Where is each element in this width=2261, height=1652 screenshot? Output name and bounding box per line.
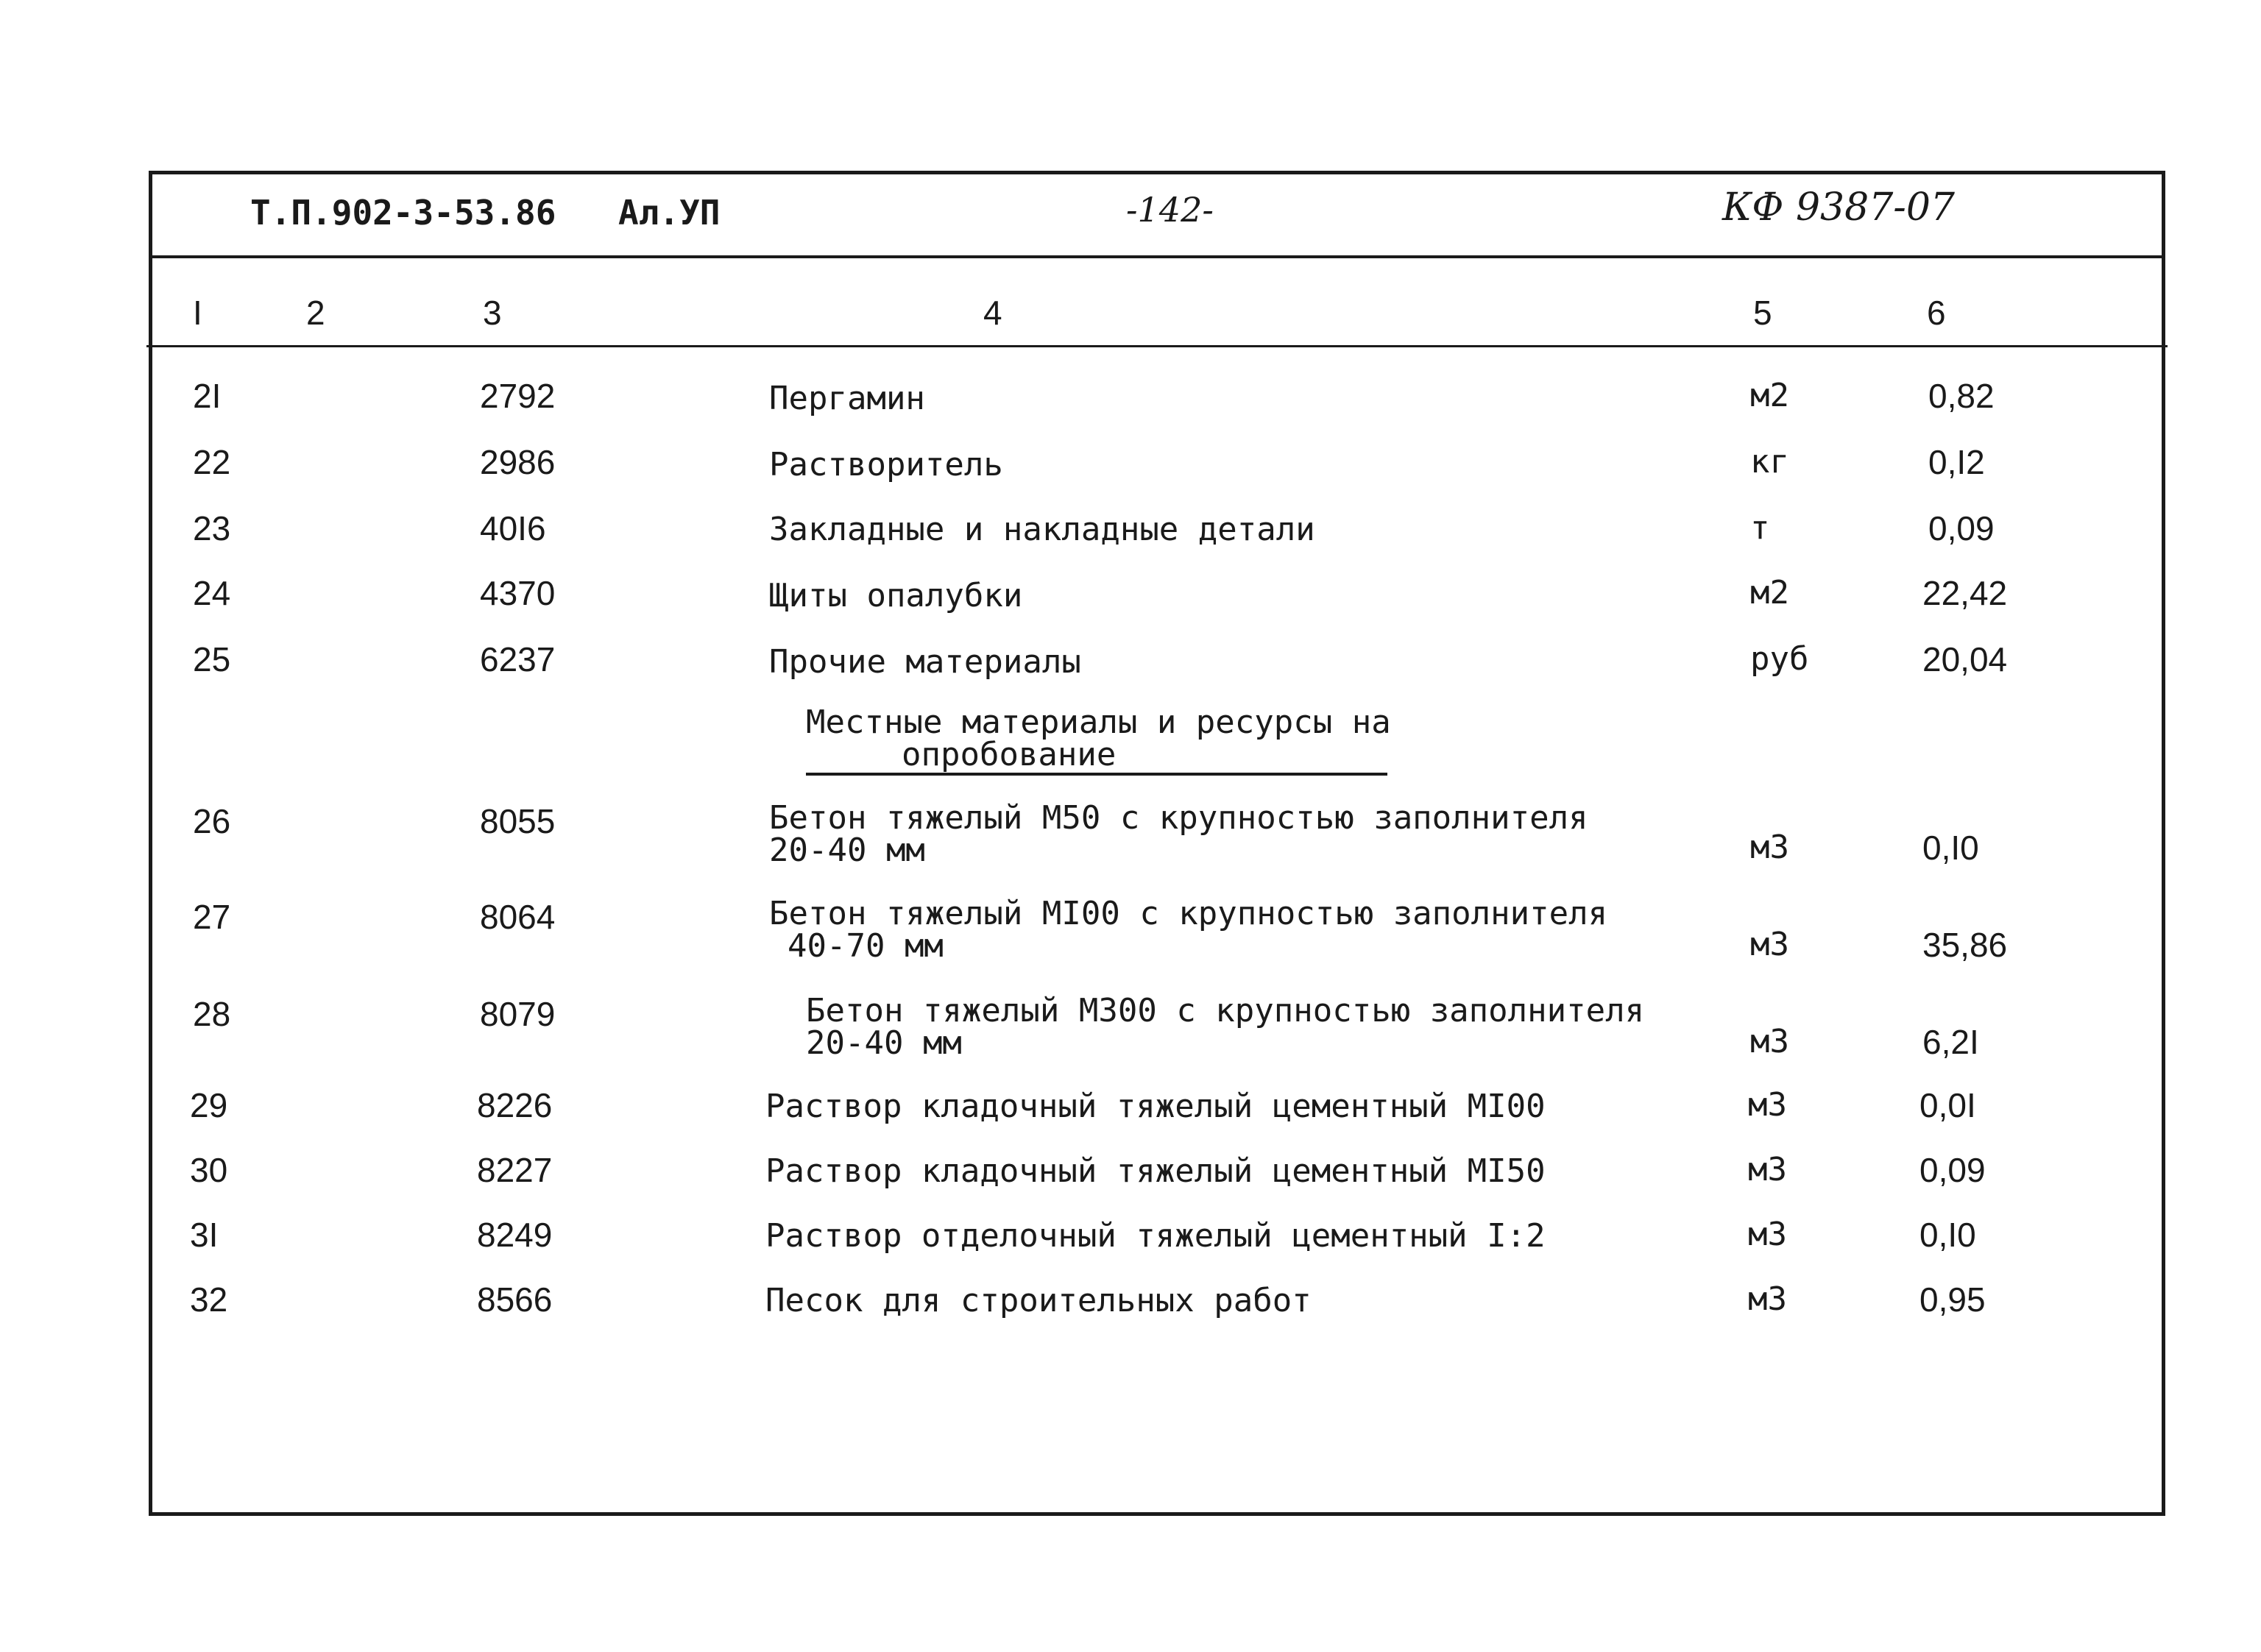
quantity: 0,I0 bbox=[1922, 829, 1979, 867]
resource-name: Растворитель bbox=[769, 446, 1003, 483]
unit: м2 bbox=[1750, 377, 1789, 414]
resource-code: 2986 bbox=[480, 443, 556, 481]
unit: м3 bbox=[1748, 1280, 1787, 1318]
unit: м3 bbox=[1748, 1086, 1787, 1124]
page-number: -142- bbox=[1126, 190, 1214, 230]
resource-name bbox=[769, 895, 1608, 965]
resource-code: 8079 bbox=[480, 995, 556, 1033]
resource-name: Раствор кладочный тяжелый цементный МI00 bbox=[765, 1088, 1546, 1125]
resource-name-line-1: Бетон тяжелый М300 с крупностью заполнителя bbox=[806, 992, 1645, 1029]
unit: м3 bbox=[1750, 926, 1789, 963]
resource-code: 8249 bbox=[477, 1216, 553, 1254]
quantity: 35,86 bbox=[1922, 926, 2008, 964]
resource-code: 6237 bbox=[480, 640, 556, 678]
column-number-6: 6 bbox=[1927, 294, 1946, 332]
column-number-5: 5 bbox=[1753, 294, 1772, 332]
quantity: 0,I2 bbox=[1928, 443, 1985, 481]
row-number: 29 bbox=[190, 1086, 228, 1124]
row-number: 3I bbox=[190, 1216, 219, 1254]
resource-code: 8227 bbox=[477, 1151, 553, 1189]
resource-name: Щиты опалубки bbox=[769, 577, 1023, 614]
column-number-2: 2 bbox=[306, 294, 325, 332]
resource-code: 40I6 bbox=[480, 509, 546, 547]
row-number: 27 bbox=[193, 898, 231, 936]
resource-name: Пергамин bbox=[769, 380, 925, 417]
section-title-line-1: Местные материалы и ресурсы на bbox=[806, 703, 1391, 741]
quantity: 20,04 bbox=[1922, 640, 2008, 678]
resource-name-line-2: 20-40 мм bbox=[806, 1024, 962, 1062]
resource-name bbox=[769, 799, 1588, 869]
resource-name: Раствор отделочный тяжелый цементный I:2 bbox=[765, 1217, 1546, 1255]
unit: м3 bbox=[1750, 829, 1789, 866]
column-number-3: 3 bbox=[483, 294, 502, 332]
resource-code: 4370 bbox=[480, 574, 556, 612]
row-number: 30 bbox=[190, 1151, 228, 1189]
resource-name: Закладные и накладные детали bbox=[769, 511, 1315, 548]
resource-code: 8055 bbox=[480, 802, 556, 840]
unit: м3 bbox=[1748, 1216, 1787, 1253]
row-number: 28 bbox=[193, 995, 231, 1033]
unit: кг bbox=[1750, 443, 1789, 481]
quantity: 0,09 bbox=[1928, 509, 1995, 547]
resource-name: Раствор кладочный тяжелый цементный МI50 bbox=[765, 1152, 1546, 1190]
column-number-1: I bbox=[193, 294, 202, 332]
resource-name-line-1: Бетон тяжелый М50 с крупностью заполнителя bbox=[769, 799, 1588, 837]
unit: м2 bbox=[1750, 574, 1789, 611]
quantity: 6,2I bbox=[1922, 1023, 1979, 1061]
resource-code: 8226 bbox=[477, 1086, 553, 1124]
column-header-divider bbox=[146, 345, 2168, 347]
resource-code: 8566 bbox=[477, 1280, 553, 1319]
unit: м3 bbox=[1748, 1151, 1787, 1188]
quantity: 0,I0 bbox=[1919, 1216, 1976, 1254]
quantity: 0,95 bbox=[1919, 1280, 1986, 1319]
header-divider bbox=[152, 255, 2162, 258]
resource-name: Прочие материалы bbox=[769, 643, 1081, 681]
row-number: 26 bbox=[193, 802, 231, 840]
row-number: 22 bbox=[193, 443, 231, 481]
unit: руб bbox=[1750, 640, 1809, 678]
resource-name-line-2: 20-40 мм bbox=[769, 832, 925, 869]
resource-name bbox=[806, 992, 1645, 1062]
resource-name-line-2: 40-70 мм bbox=[788, 927, 944, 965]
row-number: 2I bbox=[193, 377, 222, 415]
section-title-line-2: опробование bbox=[902, 736, 1117, 773]
column-number-4: 4 bbox=[983, 294, 1002, 332]
unit: т bbox=[1750, 509, 1770, 547]
quantity: 0,0I bbox=[1919, 1086, 1976, 1124]
album-label: Ал.УП bbox=[618, 193, 721, 233]
resource-code: 2792 bbox=[480, 377, 556, 415]
unit: м3 bbox=[1750, 1023, 1789, 1060]
row-number: 32 bbox=[190, 1280, 228, 1319]
quantity: 22,42 bbox=[1922, 574, 2008, 612]
quantity: 0,09 bbox=[1919, 1151, 1986, 1189]
quantity: 0,82 bbox=[1928, 377, 1995, 415]
resource-code: 8064 bbox=[480, 898, 556, 936]
row-number: 23 bbox=[193, 509, 231, 547]
row-number: 25 bbox=[193, 640, 231, 678]
section-underline bbox=[806, 773, 1387, 776]
row-number: 24 bbox=[193, 574, 231, 612]
resource-name-line-1: Бетон тяжелый МI00 с крупностью заполнителя bbox=[769, 895, 1608, 932]
doc-code: Т.П.902-3-53.86 bbox=[250, 193, 556, 233]
reference-code: КФ 9387-07 bbox=[1722, 185, 1956, 230]
resource-name: Песок для строительных работ bbox=[765, 1282, 1312, 1319]
